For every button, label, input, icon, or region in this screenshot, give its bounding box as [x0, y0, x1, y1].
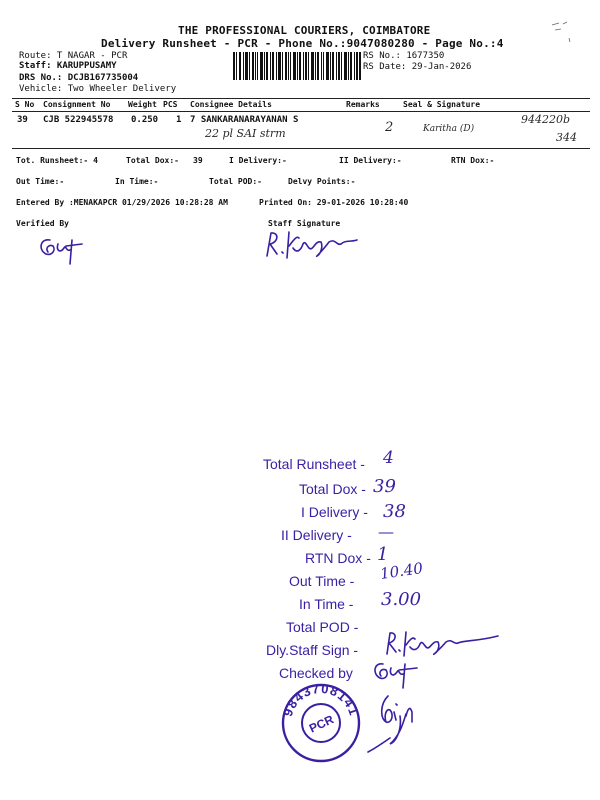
summary-total-pod: Total POD:- [209, 177, 262, 186]
summary-delvy-points: Delvy Points:- [288, 177, 356, 186]
svg-text:9843708141 [280, 681, 362, 718]
rs-date: RS Date: 29-Jan-2026 [363, 62, 472, 72]
checked-by-signature [370, 658, 430, 690]
stamp-dly-staff-sign-label: Dly.Staff Sign - [266, 642, 359, 658]
stamp-in-time-label: In Time - [299, 596, 354, 612]
staff-signature-label: Staff Signature [268, 219, 341, 228]
value-in-time: 3.00 [381, 589, 422, 610]
corner-mark-icon [549, 20, 574, 45]
column-header-consignment: Consignment No [43, 100, 111, 109]
handwritten-remarks-mark: 2 [385, 120, 394, 135]
receiver-phone-line1: 944220b [521, 113, 571, 126]
stamp-checked-by-label: Checked by [279, 665, 353, 681]
vehicle-label: Vehicle: Two Wheeler Delivery [19, 84, 177, 94]
value-rtn-dox: 1 [377, 544, 389, 565]
stamp-total-runsheet-label: Total Runsheet - [263, 456, 365, 472]
stamp-total-dox-label: Total Dox - [299, 481, 366, 497]
stamp-i-delivery-label: I Delivery - [301, 504, 368, 520]
runsheet-title: Delivery Runsheet - PCR - Phone No.:9047080280 - Page No.:4 [101, 37, 504, 50]
summary-rtn-dox: RTN Dox:- [451, 156, 495, 165]
row-weight: 0.250 [131, 115, 159, 125]
column-header-weight: Weight [128, 100, 157, 109]
seal-center-text: PCR [306, 712, 336, 736]
row-consignee-name: 7 SANKARANARAYANAN S [190, 115, 299, 125]
summary-out-time: Out Time:- [16, 177, 65, 186]
rs-number: RS No.: 1677350 [363, 51, 445, 61]
drs-number: DRS No.: DCJB167735004 [19, 73, 139, 83]
column-header-remarks: Remarks [346, 100, 380, 109]
table-top-rule [12, 98, 590, 99]
summary-ii-delivery: II Delivery:- [339, 156, 402, 165]
summary-total-dox-value: 39 [193, 156, 203, 165]
staff-label: Staff: KARUPPUSAMY [19, 61, 117, 71]
row-consignment-no: CJB 522945578 [43, 115, 114, 125]
seal-number-text: 9843708141 [279, 680, 362, 719]
value-ii-delivery: — [378, 522, 394, 541]
staff-signature-image [265, 228, 365, 263]
value-i-delivery: 38 [383, 501, 406, 522]
entered-by: Entered By :MENAKAPCR 01/29/2026 10:28:28 AM [16, 198, 228, 207]
value-out-time: 10.40 [378, 559, 424, 583]
stamp-total-pod-label: Total POD - [286, 619, 359, 635]
stamp-out-time-label: Out Time - [289, 573, 355, 589]
table-bottom-rule [12, 148, 590, 149]
stamp-rtn-dox-label: RTN Dox - [305, 550, 371, 566]
row-pcs: 1 [176, 115, 182, 125]
summary-in-time: In Time:- [115, 177, 159, 186]
printed-on: Printed On: 29-01-2026 10:28:40 [259, 198, 409, 207]
column-header-sno: S No [15, 100, 35, 109]
handwritten-address: 22 pl SAI strm [205, 127, 286, 140]
stamp-ii-delivery-label: II Delivery - [281, 527, 352, 543]
route-label: Route: T NAGAR - PCR [19, 51, 128, 61]
bottom-signature [366, 690, 436, 755]
column-header-consignee: Consignee Details [190, 100, 272, 109]
table-header-rule [12, 111, 590, 112]
company-name: THE PROFESSIONAL COURIERS, COIMBATORE [178, 24, 431, 37]
column-header-seal-signature: Seal & Signature [403, 100, 481, 109]
value-total-dox: 39 [373, 476, 396, 497]
value-total-runsheet: 4 [383, 448, 394, 468]
receiver-phone-line2: 344 [556, 131, 577, 144]
barcode-image [233, 52, 361, 80]
verified-by-signature [36, 232, 91, 267]
dly-staff-signature [384, 630, 504, 660]
verified-by-label: Verified By [16, 219, 69, 228]
row-sno: 39 [17, 115, 28, 125]
summary-i-delivery: I Delivery:- [229, 156, 287, 165]
pcr-seal-stamp [279, 680, 362, 763]
receiver-signature: Karitha (D) [423, 124, 475, 134]
summary-total-dox: Total Dox:- [126, 156, 179, 165]
column-header-pcs: PCS [163, 100, 178, 109]
summary-tot-runsheet: Tot. Runsheet:- 4 [16, 156, 98, 165]
